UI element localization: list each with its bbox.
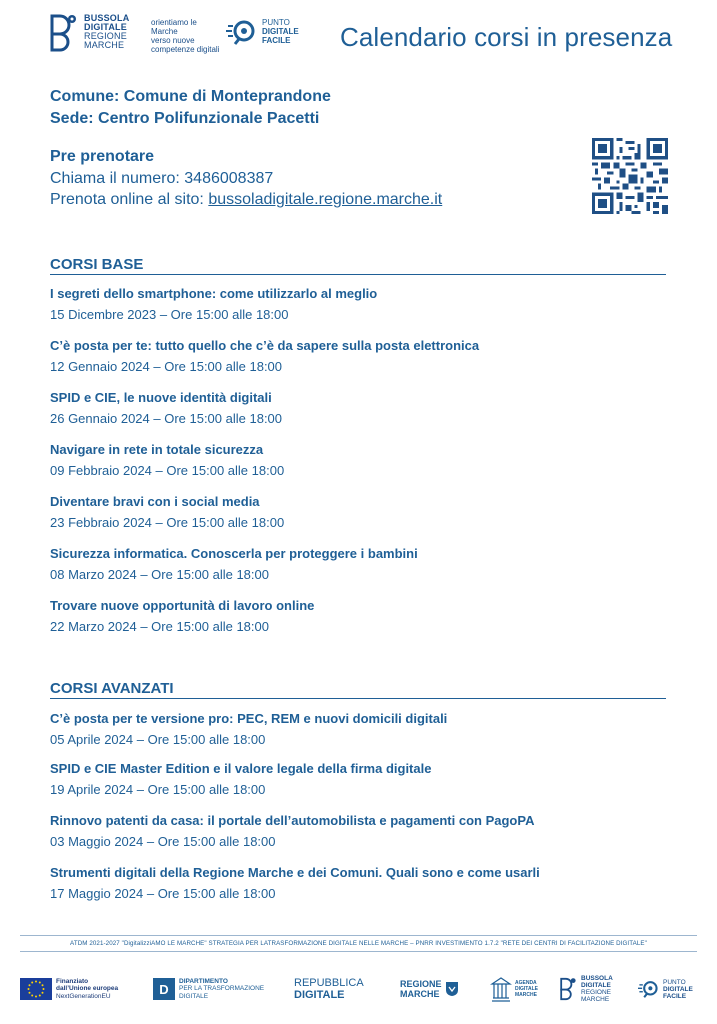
pdf-footer-logo <box>638 972 693 1006</box>
pdf-line2: DIGITALE <box>262 27 299 36</box>
course-item <box>50 711 447 747</box>
tagline-line4: competenze digitali <box>151 45 220 54</box>
regione-marche-logo <box>400 972 459 1006</box>
pdf-footer-text <box>663 979 693 1000</box>
repubblica-digitale-logo <box>294 972 364 1006</box>
corsi-avanzati-heading: CORSI AVANZATI <box>50 680 666 699</box>
course-date: 15 Dicembre 2023 – Ore 15:00 alle 18:00 <box>50 307 289 322</box>
course-item <box>50 390 282 426</box>
dipartimento-text <box>179 978 264 1001</box>
rm-line2: MARCHE <box>400 989 440 999</box>
page-title: Calendario corsi in presenza <box>340 22 673 52</box>
phone-number[interactable]: 3486008387 <box>184 170 274 187</box>
course-date: 23 Febbraio 2024 – Ore 15:00 alle 18:00 <box>50 515 285 530</box>
dipartimento-logo <box>153 972 264 1006</box>
eu-logo <box>20 972 118 1006</box>
pdf-line3: FACILE <box>262 36 291 45</box>
course-name: C’è posta per te: tutto quello che c’è da sapere sulla posta elettronica <box>50 338 480 353</box>
dip-line1: DIPARTIMENTO <box>179 977 228 985</box>
dip-line3: DIGITALE <box>179 992 209 1000</box>
course-date: 03 Maggio 2024 – Ore 15:00 alle 18:00 <box>50 834 276 849</box>
header <box>0 0 717 70</box>
course-item <box>50 761 431 797</box>
pin-footer-icon <box>638 979 660 999</box>
course-date: 08 Marzo 2024 – Ore 15:00 alle 18:00 <box>50 567 269 582</box>
bussola-dd-footer-icon <box>560 977 578 1001</box>
rm-line1: REGIONE <box>400 979 442 989</box>
bussola-line4: MARCHE <box>84 40 125 50</box>
course-name: Trovare nuove opportunità di lavoro online <box>50 598 315 613</box>
regione-shield-icon <box>445 981 459 997</box>
agenda-digitale-logo <box>490 972 538 1006</box>
bussola-line2: DIGITALE <box>84 22 127 32</box>
bussola-f-line4: MARCHE <box>581 996 610 1003</box>
course-name: Sicurezza informatica. Conoscerla per proteggere i bambini <box>50 546 418 561</box>
eu-line2: dall’Unione europea <box>56 985 119 993</box>
site-prefix: Prenota online al sito: <box>50 191 209 208</box>
agenda-columns-icon <box>490 976 512 1002</box>
corsi-base-section <box>50 256 666 636</box>
bussola-f-line2: DIGITALE <box>581 982 611 989</box>
dip-line2: PER LA TRASFORMAZIONE <box>179 985 265 993</box>
bussola-logo-text <box>84 14 129 50</box>
comune-label: Comune: Comune di Monteprandone <box>50 88 331 105</box>
agenda-line1: AGENDA <box>515 980 537 986</box>
prenotare-heading: Pre prenotare <box>50 148 155 165</box>
eu-line3: NextGenerationEU <box>56 992 111 1000</box>
tagline-line3: verso nuove <box>151 36 195 45</box>
course-item <box>50 286 377 322</box>
sede-label: Sede: Centro Polifunzionale Pacetti <box>50 110 320 127</box>
phone-line <box>50 168 570 189</box>
bussola-f-line1: BUSSOLA <box>581 975 613 982</box>
course-item <box>50 865 540 901</box>
rep-line2: DIGITALE <box>294 989 345 1001</box>
course-name: Rinnovo patenti da casa: il portale dell’automobilista e pagamenti con PagoPA <box>50 813 535 828</box>
course-date: 19 Aprile 2024 – Ore 15:00 alle 18:00 <box>50 782 266 797</box>
bussola-digitale-logo <box>50 14 129 52</box>
pdf-f-line3: FACILE <box>663 992 687 1000</box>
course-item <box>50 598 314 634</box>
course-name: C’è posta per te versione pro: PEC, REM e nuovi domicili digitali <box>50 711 448 726</box>
course-name: Diventare bravi con i social media <box>50 494 260 509</box>
course-date: 05 Aprile 2024 – Ore 15:00 alle 18:00 <box>50 732 266 747</box>
course-item <box>50 442 284 478</box>
phone-prefix: Chiama il numero: <box>50 170 185 187</box>
regione-marche-text <box>400 979 442 999</box>
footer-funding-note: ATDM 2021-2027 "DigitalizziAMO LE MARCHE" STRATEGIA PER LATRASFORMAZIONE DIGITALE NELLE MARCHE – PNRR INVESTIMENTO 1.7.2 "RETE DEI CENTRI DI FACILITAZIONE DIGITALE" <box>20 935 697 952</box>
repubblica-text <box>294 977 364 1001</box>
eu-logo-text <box>56 978 118 1001</box>
bussola-footer-text <box>581 975 613 1003</box>
booking-site-link[interactable]: bussoladigitale.regione.marche.it <box>208 191 443 208</box>
course-name: I segreti dello smartphone: come utilizzarlo al meglio <box>50 286 378 301</box>
agenda-line2: DIGITALE <box>515 986 538 992</box>
course-name: SPID e CIE, le nuove identità digitali <box>50 390 272 405</box>
bussola-digitale-footer-logo <box>560 972 613 1006</box>
course-item <box>50 338 479 374</box>
bussola-line1: BUSSOLA <box>84 13 130 23</box>
location-pin-icon <box>226 19 258 45</box>
tagline-line2: Marche <box>151 27 178 36</box>
eu-flag-icon <box>20 978 52 1000</box>
pdf-f-line2: DIGITALE <box>663 985 693 993</box>
course-item <box>50 813 534 849</box>
agenda-text <box>515 980 538 998</box>
tagline <box>151 18 221 54</box>
agenda-line3: MARCHE <box>515 992 537 998</box>
pdf-f-line1: PUNTO <box>663 978 686 986</box>
course-name: Navigare in rete in totale sicurezza <box>50 442 264 457</box>
eu-line1: Finanziato <box>56 977 89 985</box>
footer-logos <box>20 972 697 1008</box>
course-date: 17 Maggio 2024 – Ore 15:00 alle 18:00 <box>50 886 276 901</box>
location-info <box>50 86 570 210</box>
course-date: 26 Gennaio 2024 – Ore 15:00 alle 18:00 <box>50 411 283 426</box>
course-item <box>50 494 284 530</box>
punto-digitale-facile-logo <box>226 18 299 45</box>
course-name: SPID e CIE Master Edition e il valore legale della firma digitale <box>50 761 432 776</box>
corsi-base-heading: CORSI BASE <box>50 256 666 275</box>
dipartimento-d-icon: D <box>153 978 175 1000</box>
corsi-avanzati-section <box>50 680 666 900</box>
bussola-line3: REGIONE <box>84 31 127 41</box>
course-date: 12 Gennaio 2024 – Ore 15:00 alle 18:00 <box>50 359 283 374</box>
qr-code-icon[interactable] <box>592 138 668 214</box>
rep-line1: REPUBBLICA <box>294 977 364 989</box>
bussola-dd-icon <box>50 14 80 52</box>
course-date: 22 Marzo 2024 – Ore 15:00 alle 18:00 <box>50 619 269 634</box>
course-date: 09 Febbraio 2024 – Ore 15:00 alle 18:00 <box>50 463 285 478</box>
eu-stars-icon <box>26 979 46 999</box>
course-item <box>50 546 418 582</box>
pdf-logo-text <box>262 18 299 45</box>
bussola-f-line3: REGIONE <box>581 989 611 996</box>
booking-info <box>50 146 570 210</box>
course-name: Strumenti digitali della Regione Marche e dei Comuni. Quali sono e come usarli <box>50 865 540 880</box>
site-line <box>50 189 570 210</box>
tagline-line1: orientiamo le <box>151 18 197 27</box>
pdf-line1: PUNTO <box>262 18 290 27</box>
